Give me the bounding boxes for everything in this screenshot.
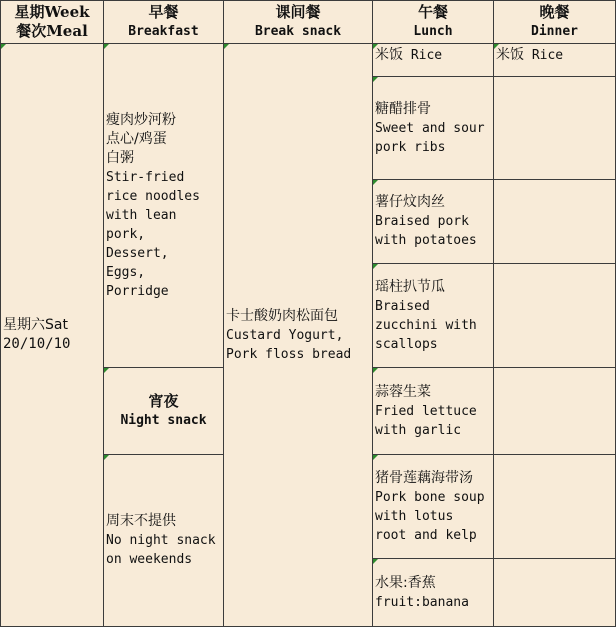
lunch-dish-en: fruit:banana bbox=[375, 594, 469, 610]
lunch-row bbox=[373, 455, 494, 559]
day-date: 20/10/10 bbox=[3, 336, 71, 352]
breakfast-en-line: Eggs, bbox=[106, 264, 146, 280]
header-breakfast-zh: 早餐 bbox=[148, 3, 179, 21]
night-snack-note-en-line: No night snack bbox=[106, 533, 216, 548]
breakfast-en-line: Dessert, bbox=[106, 245, 169, 261]
dinner-empty-cell bbox=[494, 368, 616, 455]
lunch-row bbox=[373, 44, 494, 77]
header-break-snack bbox=[224, 0, 373, 44]
dinner-row bbox=[494, 44, 616, 77]
lunch-dish-en-line: scallops bbox=[375, 336, 438, 352]
lunch-dish-en-line: pork ribs bbox=[375, 139, 446, 155]
dinner-empty-cell bbox=[494, 264, 616, 368]
header-week-meal bbox=[0, 0, 104, 44]
header-dinner-en: Dinner bbox=[531, 24, 578, 39]
lunch-dish-en-line: Braised bbox=[375, 298, 430, 314]
dinner-empty-cell bbox=[494, 77, 616, 180]
lunch-row bbox=[373, 368, 494, 455]
lunch-dish-zh: 瑶柱扒节瓜 bbox=[375, 278, 445, 295]
lunch-dish-zh: 水果:香蕉 bbox=[375, 574, 436, 591]
header-lunch bbox=[373, 0, 494, 44]
lunch-row bbox=[373, 559, 494, 627]
lunch-row bbox=[373, 180, 494, 264]
lunch-dish-en-line: Pork bone soup bbox=[375, 489, 485, 505]
lunch-dish-en-line: with garlic bbox=[375, 422, 462, 438]
lunch-dish-zh: 米饭 bbox=[375, 47, 403, 63]
lunch-row bbox=[373, 264, 494, 368]
header-dinner-zh: 晚餐 bbox=[539, 3, 570, 21]
lunch-dish-en-line: root and kelp bbox=[375, 527, 477, 543]
dinner-empty-cell bbox=[494, 559, 616, 627]
break-snack-cell bbox=[224, 44, 373, 627]
lunch-dish-en-line: with lotus bbox=[375, 508, 454, 524]
breakfast-en-line: rice noodles bbox=[106, 188, 200, 204]
breakfast-zh-line: 白粥 bbox=[106, 149, 134, 166]
breakfast-zh-line: 点心/鸡蛋 bbox=[106, 130, 167, 147]
dinner-empty-cell bbox=[494, 455, 616, 559]
day-cell bbox=[0, 44, 104, 627]
header-lunch-en: Lunch bbox=[413, 24, 453, 39]
header-breakfast-en: Breakfast bbox=[128, 24, 199, 39]
header-week-label: 星期Week bbox=[14, 3, 90, 21]
breakfast-en-line: Porridge bbox=[106, 283, 169, 299]
night-snack-note-zh: 周末不提供 bbox=[106, 513, 176, 529]
lunch-dish-en-line: Fried lettuce bbox=[375, 403, 477, 419]
lunch-dish-zh: 薯仔炆肉丝 bbox=[375, 194, 445, 210]
breakfast-en-line: with lean bbox=[106, 207, 177, 223]
header-meal-label: 餐次Meal bbox=[16, 22, 88, 40]
lunch-dish-en-line: Sweet and sour bbox=[375, 120, 485, 136]
breakfast-cell bbox=[104, 44, 224, 368]
header-breakfast bbox=[104, 0, 224, 44]
day-label: 星期六Sat bbox=[3, 317, 68, 333]
dinner-dish-zh: 米饭 bbox=[496, 47, 524, 63]
header-break-snack-en: Break snack bbox=[254, 24, 342, 39]
breakfast-en-line: pork, bbox=[106, 226, 146, 242]
dinner-empty-cell bbox=[494, 180, 616, 264]
break-snack-en-line: Custard Yogurt, bbox=[226, 327, 344, 343]
lunch-dish-zh: 糖醋排骨 bbox=[375, 100, 431, 117]
lunch-dish-en-line: with potatoes bbox=[375, 233, 477, 248]
header-lunch-zh: 午餐 bbox=[417, 3, 448, 21]
lunch-dish-en: Rice bbox=[410, 48, 443, 63]
breakfast-zh-line: 瘦肉炒河粉 bbox=[106, 111, 176, 128]
breakfast-en-line: Stir-fried bbox=[106, 169, 185, 185]
dinner-dish-en: Rice bbox=[531, 48, 564, 63]
header-break-snack-zh: 课间餐 bbox=[275, 3, 321, 21]
header-dinner bbox=[494, 0, 616, 44]
lunch-row bbox=[373, 77, 494, 180]
night-snack-note bbox=[104, 455, 224, 627]
lunch-dish-en-line: Braised pork bbox=[375, 214, 469, 229]
night-snack-header bbox=[104, 368, 224, 455]
night-snack-en: Night snack bbox=[120, 413, 207, 428]
night-snack-note-en-line: on weekends bbox=[106, 552, 193, 567]
lunch-dish-zh: 猪骨莲藕海带汤 bbox=[375, 469, 473, 486]
lunch-dish-zh: 蒜蓉生菜 bbox=[375, 383, 431, 400]
break-snack-en-line: Pork floss bread bbox=[226, 346, 352, 362]
lunch-dish-en-line: zucchini with bbox=[375, 317, 477, 333]
break-snack-zh: 卡士酸奶肉松面包 bbox=[226, 307, 338, 324]
night-snack-zh: 宵夜 bbox=[148, 392, 179, 410]
